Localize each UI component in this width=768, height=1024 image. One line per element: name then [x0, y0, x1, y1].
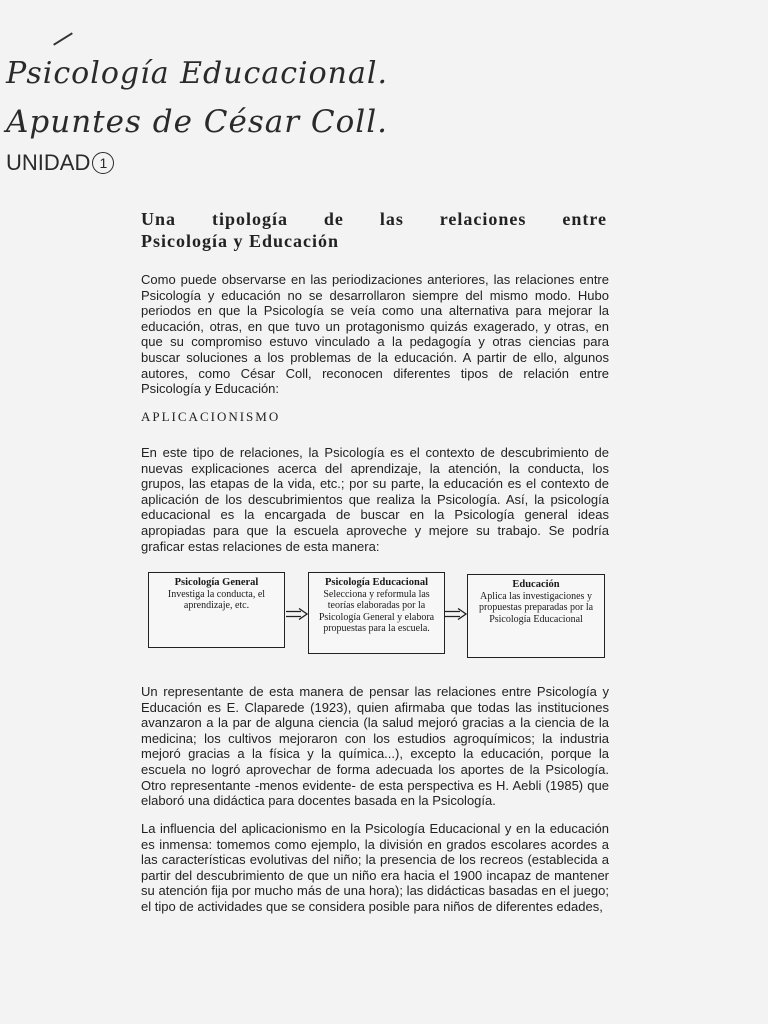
document-title: [141, 208, 607, 252]
box-body: Investiga la conducta, el aprendizaje, etc.: [167, 588, 266, 611]
pen-mark: [53, 32, 73, 45]
influencia-paragraph: La influencia del aplicacionismo en la Psicología Educacional y en la educación es inmensa: tomemos como ejemplo, la división en grados escolares acordes a las características evolutivas del niño; la presencia de los recreos (establecida a partir del descubrimiento de que un niño era hacia el 1900 incapaz de mantener su atención fija por mucho más de una hora); las didácticas basadas en el juego; el tipo de actividades que se considera posible para niños de diferentes edades,: [141, 821, 609, 914]
double-arrow-right-icon: [445, 608, 467, 620]
relations-diagram: [148, 570, 608, 660]
box-title: Educación: [512, 579, 560, 590]
box-body: Selecciona y reformula las teorías elaboradas por la Psicología General y elabora propuestas para la escuela.: [318, 588, 435, 634]
double-arrow-right-icon: [286, 608, 308, 620]
unit-number-circle: 1: [92, 152, 114, 174]
box-body: Aplica las investigaciones y propuestas preparadas por la Psicología Educacional: [478, 590, 594, 625]
diagram-box-educacion: [467, 574, 605, 658]
handwritten-notes-author: Apuntes de César Coll.: [6, 104, 388, 140]
representante-paragraph: Un representante de esta manera de pensar las relaciones entre Psicología y Educación es E. Claparede (1923), quien afirmaba que todas las instituciones avanzaron a la par de alguna ciencia (la salud mejoró gracias a la ciencia de la medicina; los cultivos mejoraron con los estudios agroquímicos; la industria mejoró gracias a la física y la química...), excepto la educación, porque la escuela no logró aprovechar de forma adecuada los aportes de la Psicología. Otro representante -menos evidente- de esta perspectiva es H. Aebli (1985) que elaboró una didáctica para docentes basada en la Psicología.: [141, 684, 609, 809]
handwritten-unit-label: UNIDAD: [6, 150, 91, 175]
intro-paragraph: Como puede observarse en las periodizaciones anteriores, las relaciones entre Psicología y educación no se desarrollaron siempre del mismo modo. Hubo periodos en que la Psicología se veía como una alternativa para mejorar la educación, otras, en que tuvo un protagonismo quizás exagerado, y otras, en que su compromiso estuvo vinculado a la pedagogía y otras ciencias para buscar soluciones a los problemas de la educación. A partir de ello, algunos autores, como César Coll, reconocen diferentes tipos de relación entre Psicología y Educación:: [141, 272, 609, 397]
diagram-box-psicologia-educacional: [308, 572, 445, 654]
document-title-line1: Una tipología de las relaciones entre: [141, 209, 607, 229]
aplicacionismo-paragraph: En este tipo de relaciones, la Psicología es el contexto de descubrimiento de nuevas explicaciones acerca del aprendizaje, la atención, la conducta, los grupos, las etapas de la vida, etc.; por su parte, la educación es el contexto de aplicación de los descubrimientos que realiza la Psicología. Así, la psicología educacional es la encargada de buscar en la Psicología general ideas apropiadas para que la escuela aproveche y mejore su trabajo. Se podría graficar estas relaciones de esta manera:: [141, 445, 609, 554]
section-heading: APLICACIONISMO: [141, 409, 281, 424]
diagram-box-psicologia-general: [148, 572, 285, 648]
box-title: Psicología General: [174, 577, 259, 588]
document-title-line2: Psicología y Educación: [141, 231, 340, 251]
handwritten-unit: [6, 150, 114, 176]
box-title: Psicología Educacional: [325, 577, 428, 588]
handwritten-course-title: Psicología Educacional.: [6, 56, 389, 91]
